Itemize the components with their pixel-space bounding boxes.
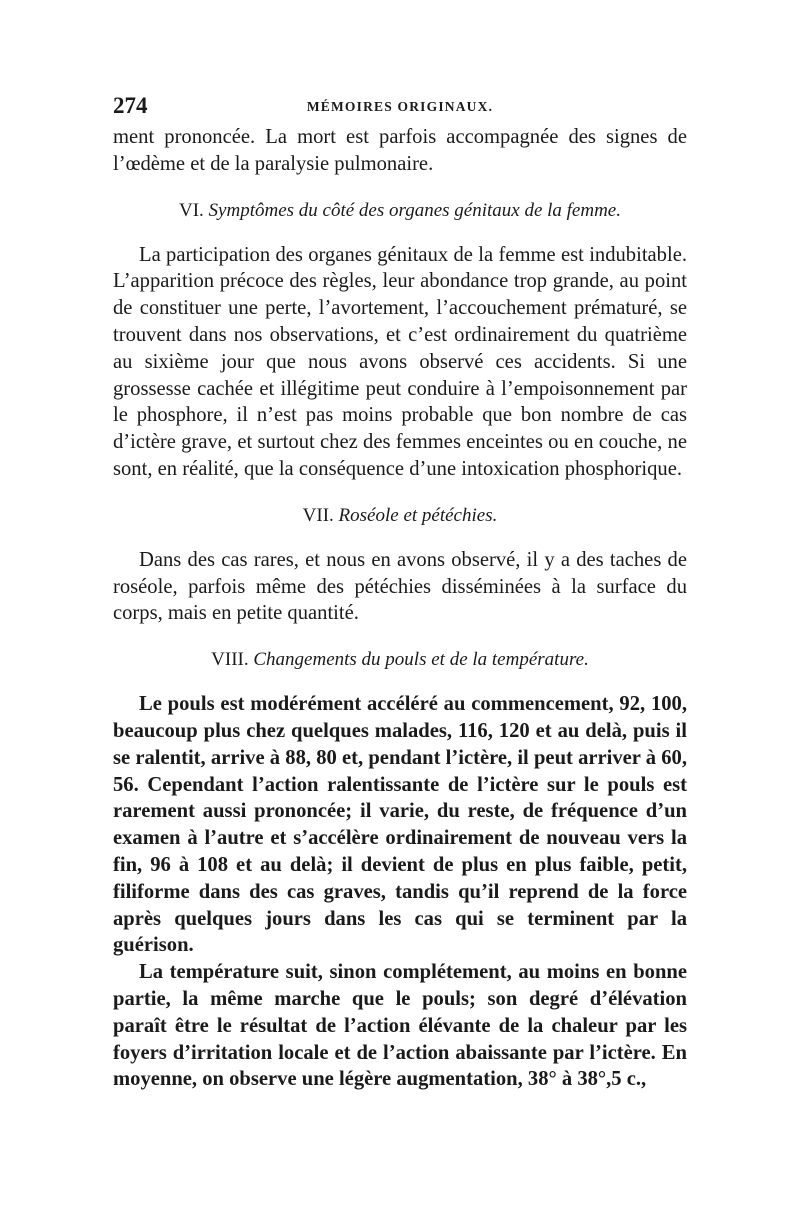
running-header xyxy=(113,92,687,120)
page-number: 274 xyxy=(113,93,148,118)
section-heading xyxy=(113,647,687,673)
section-viii xyxy=(113,647,687,1093)
section-heading xyxy=(113,198,687,224)
section-vii xyxy=(113,503,687,627)
section-title: Roséole et pétéchies. xyxy=(338,504,498,526)
paragraph: Dans des cas rares, et nous en avons observé, il y a des taches de roséole, parfois même des pétéchies disséminées à la surface du corps, mais en petite quantité. xyxy=(113,548,687,625)
document-page xyxy=(113,92,687,1093)
section-number: VII. xyxy=(302,504,334,526)
paragraph: La température suit, sinon complétement, au moins en bonne partie, la même marche que le pouls; son degré d’élévation paraît être le résultat de l’action élévante de la chaleur par les foyers d’irritation locale et de l’action abaissante par l’ictère. En moyenne, on observe une légère augmentation, 38° à 38°,5 c., xyxy=(113,961,687,1091)
section-number: VI. xyxy=(178,199,204,221)
running-title: MÉMOIRES ORIGINAUX. xyxy=(306,99,494,114)
section-title: Symptômes du côté des organes génitaux de la femme. xyxy=(208,199,621,221)
paragraph: La participation des organes génitaux de la femme est indubitable. L’apparition précoce des règles, leur abondance trop grande, au point de constituer une perte, l’avortement, l’accouchement prématuré, se trouvent dans nos observations, et c’est ordinairement du quatrième au sixième jour que nous avons observé ces accidents. Si une grossesse cachée et illégitime peut conduire à l’empoisonnement par le phosphore, il n’est pas moins probable que bon nombre de cas d’ictère grave, et surtout chez des femmes enceintes ou en couche, ne sont, en réalité, que la conséquence d’une intoxication phosphorique. xyxy=(113,243,687,480)
section-title: Changements du pouls et de la température. xyxy=(253,649,589,671)
section-heading xyxy=(113,503,687,529)
paragraph: Le pouls est modérément accéléré au commencement, 92, 100, beaucoup plus chez quelques malades, 116, 120 et au delà, puis il se ralentit, arrive à 88, 80 et, pendant l’ictère, il peut arriver à 60, 56. Cependant l’action ralentissante de l’ictère sur le pouls est rarement aussi prononcée; il varie, du reste, de fréquence d’un examen à l’autre et s’accélère ordinairement de nouveau vers la fin, 96 à 108 et au delà; il devient de plus en plus faible, petit, filiforme dans des cas graves, tandis qu’il reprend de la force après quelques jours dans les cas qui se terminent par la guérison. xyxy=(113,693,687,957)
continuation-paragraph: ment prononcée. La mort est parfois accompagnée des signes de l’œdème et de la paralysie pulmonaire. xyxy=(113,126,687,175)
section-number: VIII. xyxy=(211,649,249,671)
section-vi xyxy=(113,198,687,483)
